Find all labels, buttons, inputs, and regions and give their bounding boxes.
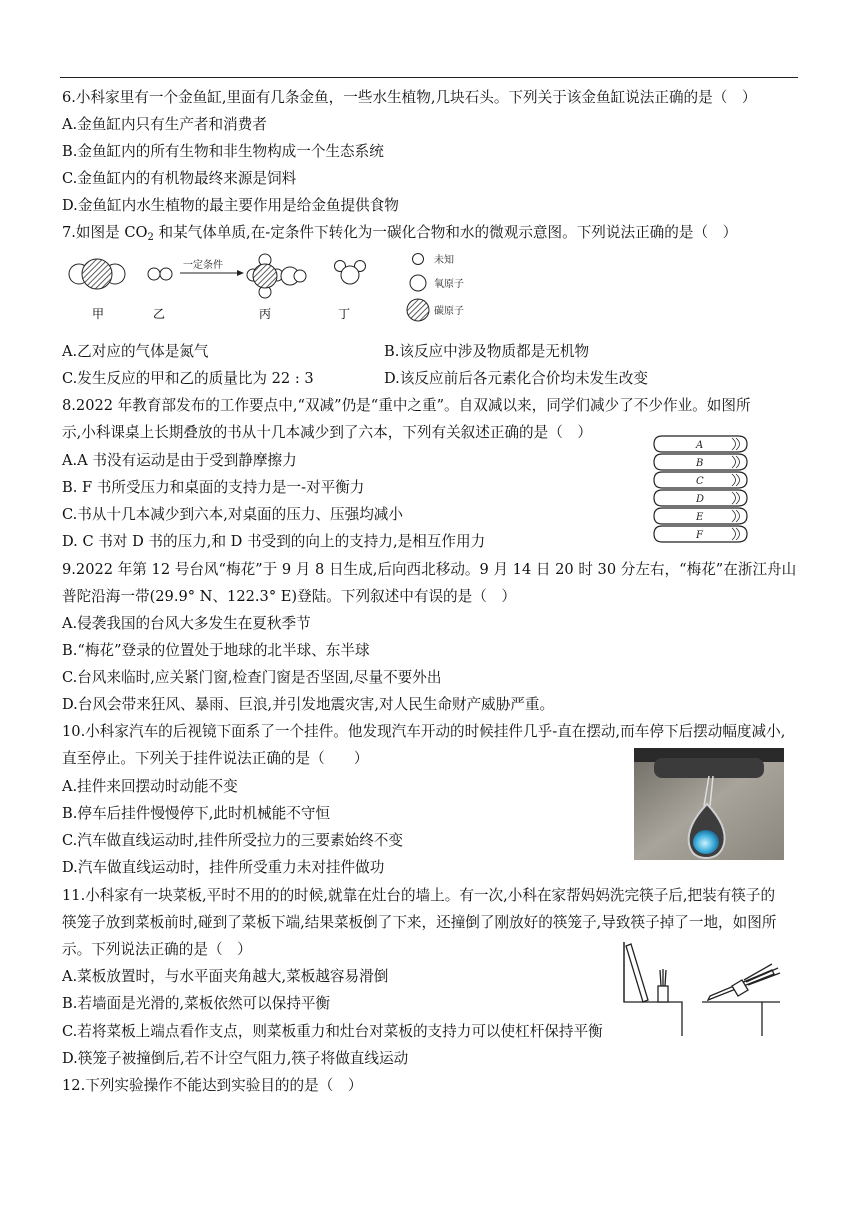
legend-unknown-text: 未知	[434, 255, 454, 266]
label-jia: 甲	[92, 307, 105, 321]
molecule-ding	[335, 261, 366, 285]
q6-option-d: D.金鱼缸内水生植物的最主要作用是给金鱼提供食物	[62, 197, 399, 214]
legend-oxygen-text: 氧原子	[434, 279, 464, 290]
q12-stem: 12.下列实验操作不能达到实验目的的是（ ）	[62, 1077, 363, 1094]
q7-reaction-diagram	[62, 248, 502, 328]
label-bing: 丙	[259, 307, 272, 321]
label-yi: 乙	[153, 307, 166, 321]
q11-stem-line3: 示。下列说法正确的是（ ）	[62, 941, 252, 958]
q6-option-c: C.金鱼缸内的有机物最终来源是饲料	[62, 170, 297, 187]
q11-option-d: D.筷笼子被撞倒后,若不计空气阻力,筷子将做直线运动	[62, 1050, 409, 1067]
cutting-board-figure	[622, 940, 782, 1040]
q9-stem-line2: 普陀沿海一带(29.9° N、122.3° E)登陆。下列叙述中有误的是（ ）	[62, 588, 517, 605]
q10-option-d: D.汽车做直线运动时，挂件所受重力未对挂件做功	[62, 859, 385, 876]
q10-stem-line2: 直至停止。下列关于挂件说法正确的是（ ）	[62, 750, 369, 767]
q8-option-d: D. C 书对 D 书的压力,和 D 书受到的向上的支持力,是相互作用力	[62, 533, 486, 550]
legend-carbon-symbol	[407, 299, 429, 321]
q9-option-c: C.台风来临时,应关紧门窗,检查门窗是否坚固,尽量不要外出	[62, 669, 442, 686]
legend-carbon-text: 碳原子	[434, 306, 464, 317]
molecule-bing	[247, 254, 306, 298]
q11-option-c: C.若将菜板上端点看作支点，则菜板重力和灶台对菜板的支持力可以使杠杆保持平衡	[62, 1023, 603, 1040]
q10-option-b: B.停车后挂件慢慢停下,此时机械能不守恒	[62, 805, 331, 822]
q9-stem-line1: 9.2022 年第 12 号台风“梅花”于 9 月 8 日生成,后向西北移动。9 月 14 日 20 时 30 分左右，“梅花”在浙江舟山	[62, 561, 797, 578]
q8-option-c: C.书从十几本减少到六本,对桌面的压力、压强均减小	[62, 506, 403, 523]
book-label-a: A	[696, 440, 704, 451]
molecule-yi	[148, 268, 172, 280]
q7-stem-sub: 2	[147, 232, 154, 243]
q6-option-a: A.金鱼缸内只有生产者和消费者	[62, 116, 267, 133]
book-stack-figure	[652, 434, 752, 546]
book-label-b: B	[696, 458, 704, 469]
q6-option-b: B.金鱼缸内的所有生物和非生物构成一个生态系统	[62, 143, 384, 160]
q11-option-b: B.若墙面是光滑的,菜板依然可以保持平衡	[62, 995, 331, 1012]
q11-option-a: A.菜板放置时，与水平面夹角越大,菜板越容易滑倒	[62, 968, 389, 985]
legend-unknown-symbol	[413, 254, 424, 265]
q8-option-b: B. F 书所受压力和桌面的支持力是一-对平衡力	[62, 479, 365, 496]
q7-option-b: B.该反应中涉及物质都是无机物	[384, 343, 590, 360]
arrow-label: 一定条件	[183, 260, 223, 271]
legend	[407, 253, 464, 321]
book-label-e: E	[696, 512, 704, 523]
q11-stem-line2: 筷笼子放到菜板前时,碰到了菜板下端,结果菜板倒了下来，还撞倒了刚放好的筷笼子,导致筷子掉了一地，如图所	[62, 914, 777, 931]
q7-stem-a: 7.如图是 CO	[62, 224, 148, 241]
book-label-d: D	[696, 494, 705, 505]
q11-stem-line1: 11.小科家有一块菜板,平时不用的的时候,就靠在灶台的墙上。有一次,小科在家帮妈妈洗完筷子后,把装有筷子的	[62, 887, 776, 904]
q10-option-a: A.挂件来回摆动时动能不变	[62, 778, 238, 795]
q9-option-d: D.台风会带来狂风、暴雨、巨浪,并引发地震灾害,对人民生命财产威胁严重。	[62, 696, 555, 713]
q7-stem	[62, 223, 737, 248]
q8-option-a: A.A 书没有运动是由于受到静摩擦力	[62, 452, 297, 469]
legend-oxygen-symbol	[410, 275, 426, 291]
q7-option-d: D.该反应前后各元素化合价均未发生改变	[384, 370, 648, 387]
top-rule	[60, 77, 798, 78]
book-label-c: C	[696, 476, 704, 487]
q7-stem-b: 和某气体单质,在-定条件下转化为一碳化合物和水的微观示意图。下列说法正确的是（ ）	[153, 224, 738, 241]
q6-stem: 6.小科家里有一个金鱼缸,里面有几条金鱼，一些水生植物,几块石头。下列关于该金鱼缸说法正确的是（ ）	[62, 89, 757, 106]
q10-option-c: C.汽车做直线运动时,挂件所受拉力的三要素始终不变	[62, 832, 403, 849]
reaction-arrow	[180, 258, 244, 276]
label-ding: 丁	[338, 307, 351, 321]
q10-stem-line1: 10.小科家汽车的后视镜下面系了一个挂件。他发现汽车开动的时候挂件几乎-直在摆动,而车停下后摆动幅度减小,	[62, 723, 786, 740]
q9-option-b: B.“梅花”登录的位置处于地球的北半球、东半球	[62, 642, 370, 659]
q8-stem-line1: 8.2022 年教育部发布的工作要点中,“双减”仍是“重中之重”。自双减以来，同学们减少了不少作业。如图所	[62, 397, 751, 414]
molecule-jia	[69, 259, 125, 289]
book-label-f: F	[696, 530, 703, 541]
q7-option-a: A.乙对应的气体是氮气	[62, 343, 209, 360]
car-pendant-photo	[634, 748, 784, 860]
q8-stem-line2: 示,小科课桌上长期叠放的书从十几本减少到了六本，下列有关叙述正确的是（ ）	[62, 424, 593, 441]
q9-option-a: A.侵袭我国的台风大多发生在夏秋季节	[62, 615, 311, 632]
q7-option-c: C.发生反应的甲和乙的质量比为 22 : 3	[62, 370, 314, 387]
